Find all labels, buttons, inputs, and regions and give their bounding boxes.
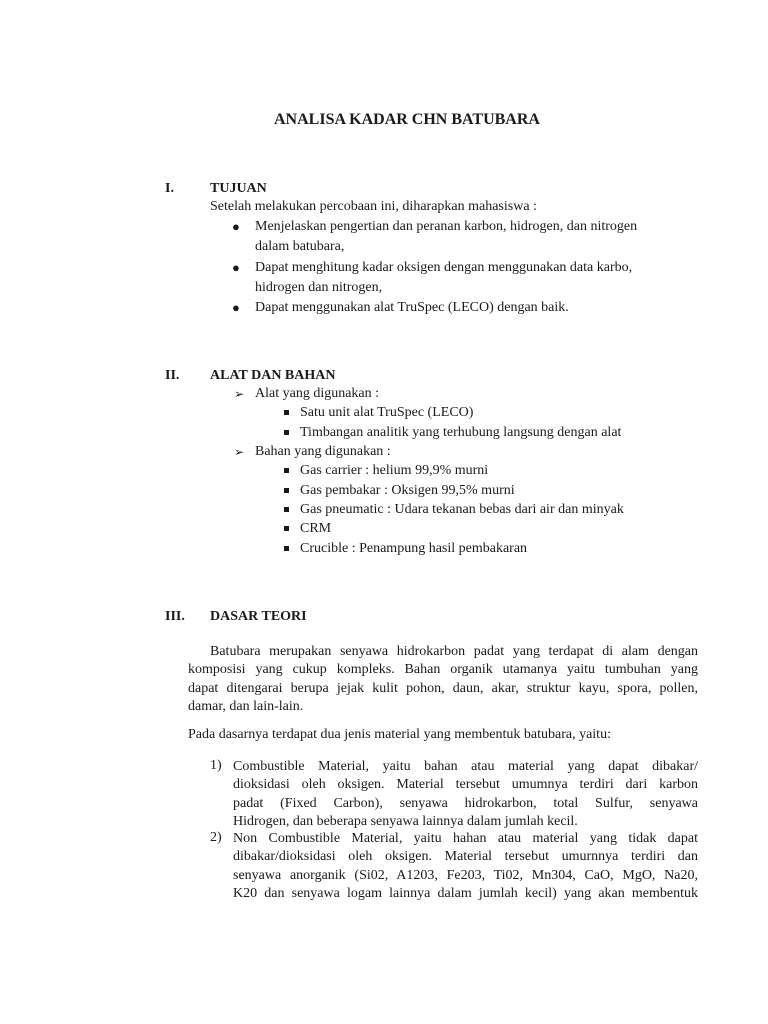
list-item-line: K20 dan senyawa logam lainnya dalam jumlah kecil) yang akan membentuk [233, 886, 698, 902]
tujuan-item-2-line-1: Dapat menghitung kadar oksigen dengan menggunakan data karbo, [255, 260, 633, 275]
square-bullet-icon [284, 430, 289, 435]
document-title: ANALISA KADAR CHN BATUBARA [274, 111, 540, 128]
tujuan-item-3: Dapat menggunakan alat TruSpec (LECO) dengan baik. [255, 300, 569, 315]
list-item-line: Hidrogen, dan beberapa senyawa lainnya dalam jumlah kecil. [233, 814, 578, 830]
tujuan-item-1-line-2: dalam batubara, [255, 239, 345, 254]
section-2-heading: ALAT DAN BAHAN [210, 368, 336, 383]
list-item-line: Combustible Material, yaitu bahan atau material yang dapat dibakar/ [233, 759, 698, 774]
section-2-number: II. [165, 368, 180, 383]
list-item-line: Non Combustible Material, yaitu hahan atau material yang tidak dapat [233, 831, 698, 846]
paragraph-line: dapat ditengarai berupa jejak kulit pohon, daun, akar, struktur kayu, spora, pollen, [188, 680, 698, 696]
section-3-heading: DASAR TEORI [210, 609, 307, 624]
list-item-2-text [233, 830, 698, 904]
bahan-item-4: CRM [300, 521, 332, 536]
bullet-dot-icon: ● [232, 260, 240, 275]
paragraph-line: komposisi yang cukup kompleks. Bahan organik utamanya yaitu tumbuhan yang [188, 662, 698, 678]
dasar-teori-paragraph-1 [188, 643, 698, 717]
section-3-number: III. [165, 609, 185, 624]
tujuan-item-2-line-2: hidrogen dan nitrogen, [255, 280, 383, 295]
square-bullet-icon [284, 507, 289, 512]
list-item-2-number: 2) [210, 830, 222, 845]
tujuan-item-1-line-1: Menjelaskan pengertian dan peranan karbon, hidrogen, dan nitrogen [255, 219, 638, 234]
section-1-number: I. [165, 181, 174, 196]
arrow-bullet-icon: ➢ [234, 445, 245, 459]
bahan-item-1: Gas carrier : helium 99,9% murni [300, 463, 489, 478]
list-item-line: senyawa anorganik (Si02, A1203, Fe203, Ti02, Mn304, CaO, MgO, Na20, [233, 867, 698, 883]
bahan-item-5: Crucible : Penampung hasil pembakaran [300, 541, 528, 556]
bullet-dot-icon: ● [232, 219, 240, 234]
list-item-line: dibakar/dioksidasi oleh oksigen. Material tersebut umurnnya terdiri dan [233, 849, 698, 865]
alat-item-1: Satu unit alat TruSpec (LECO) [300, 405, 474, 420]
dasar-teori-paragraph-2: Pada dasarnya terdapat dua jenis material yang membentuk batubara, yaitu: [188, 727, 611, 742]
bahan-label: Bahan yang digunakan : [255, 444, 391, 459]
square-bullet-icon [284, 546, 289, 551]
alat-item-2: Timbangan analitik yang terhubung langsung dengan alat [300, 425, 622, 440]
section-1-intro: Setelah melakukan percobaan ini, diharapkan mahasiswa : [210, 199, 537, 214]
list-item-line: padat (Fixed Carbon), senyawa hidrokarbon, total Sulfur, senyawa [233, 795, 698, 811]
bahan-item-2: Gas pembakar : Oksigen 99,5% murni [300, 483, 515, 498]
section-1-heading: TUJUAN [210, 181, 267, 196]
square-bullet-icon [284, 488, 289, 493]
list-item-1-number: 1) [210, 758, 222, 773]
square-bullet-icon [284, 526, 289, 531]
list-item-1-text [233, 758, 698, 832]
paragraph-line: Batubara merupakan senyawa hidrokarbon padat yang terdapat di alam dengan [210, 644, 698, 659]
arrow-bullet-icon: ➢ [234, 387, 245, 401]
square-bullet-icon [284, 410, 289, 415]
bahan-item-3: Gas pneumatic : Udara tekanan bebas dari air dan minyak [300, 502, 624, 517]
square-bullet-icon [284, 468, 289, 473]
list-item-line: dioksidasi oleh oksigen. Material tersebut umumnya terdiri dari karbon [233, 777, 698, 793]
bullet-dot-icon: ● [232, 300, 240, 315]
paragraph-line: damar, dan lain-lain. [188, 699, 304, 715]
alat-label: Alat yang digunakan : [255, 386, 380, 401]
